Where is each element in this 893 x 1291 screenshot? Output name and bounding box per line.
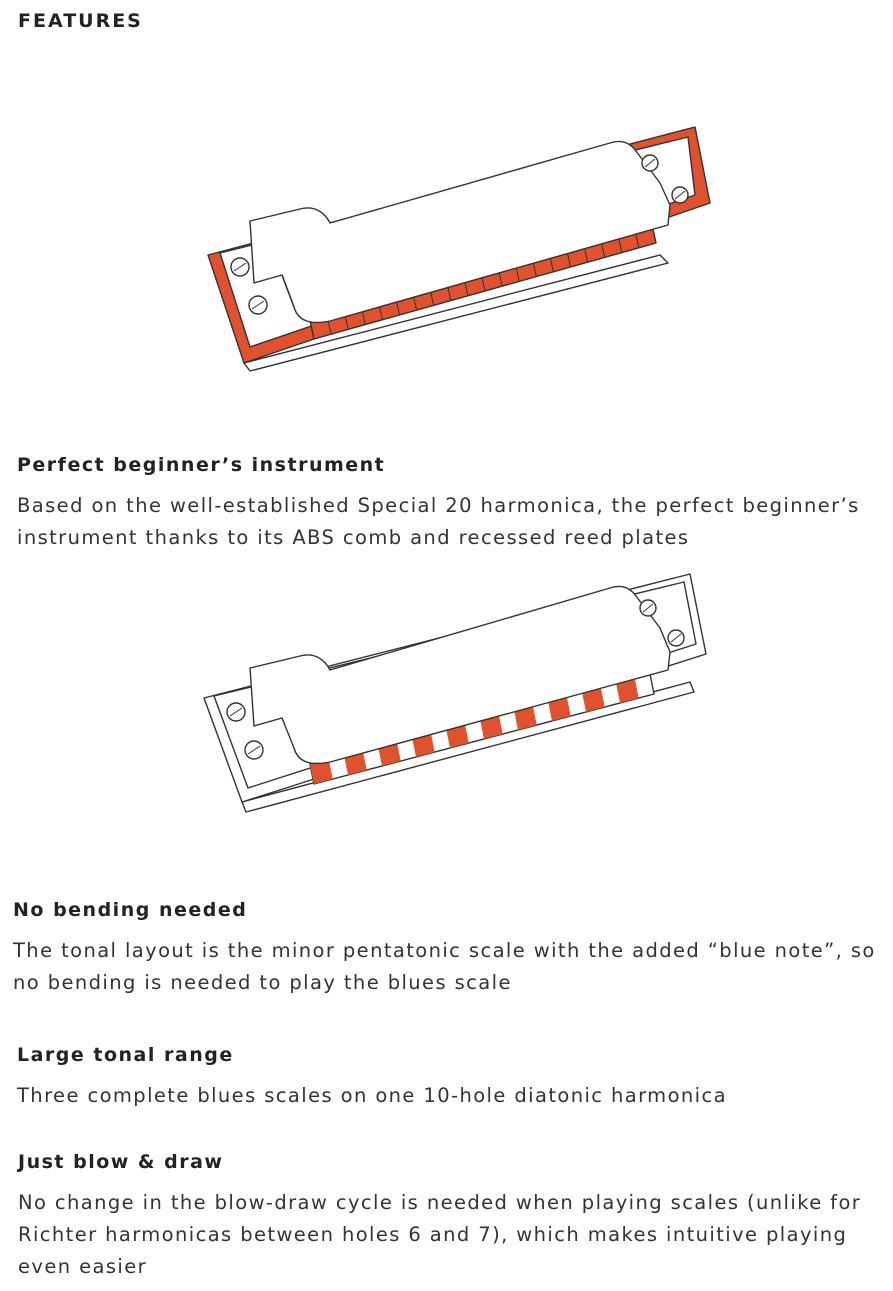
feature-title: Just blow & draw: [18, 1151, 224, 1173]
feature-title: Large tonal range: [17, 1044, 234, 1066]
feature-title: No bending needed: [13, 899, 248, 921]
harmonica-striped-comb-illustration: [190, 570, 730, 820]
feature-description: The tonal layout is the minor pentatonic scale with the added “blue note”, so no bending is needed to play the blues scale: [13, 939, 876, 994]
feature-description: Three complete blues scales on one 10-hole diatonic harmonica: [17, 1084, 727, 1107]
section-title: FEATURES: [18, 10, 143, 32]
feature-description: Based on the well-established Special 20 harmonica, the perfect beginner’s instrument thanks to its ABS comb and recessed reed plates: [17, 494, 860, 549]
harmonica-orange-comb-illustration: [190, 125, 730, 385]
feature-no-bending: [13, 899, 888, 999]
feature-perfect-beginner: [17, 454, 877, 554]
feature-title: Perfect beginner’s instrument: [17, 454, 386, 476]
feature-description: No change in the blow-draw cycle is needed when playing scales (unlike for Richter harmonicas between holes 6 and 7), which makes intuitive playing even easier: [18, 1191, 862, 1278]
feature-large-tonal-range: [17, 1044, 877, 1112]
feature-just-blow-draw: [18, 1151, 878, 1283]
